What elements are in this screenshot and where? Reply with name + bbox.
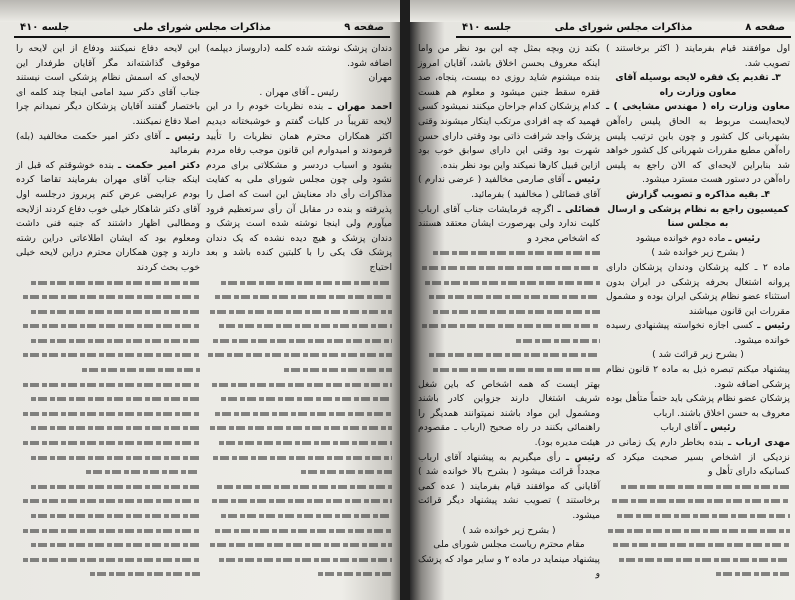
illegible-text-line xyxy=(16,363,200,378)
paragraph-text: ۳ـ تقدیم یک فقره لایحه بوسیله آقای معاون وزارت راه xyxy=(615,72,781,98)
paragraph-text: آقای ارباب xyxy=(660,422,704,434)
text-line-mark xyxy=(516,339,600,343)
speaker-name: دکتر امیر حکمت ـ xyxy=(118,159,200,171)
paragraph-text: بکند زن وبچه بمثل چه این بود نظر من واما اینکه معروف بحسن اخلاق باشد، آقایان امروز بنده میشنوم شاید روزی ده بیست، پنجاه، صد فقره سقط جنین میشود و معلوم هم هست کدام پزشکان کدام جراحان میکنند نمیشود کسی فهمید که چه افرادی مرتکب اینکار میشوند وقتی پزشک واجد شرافت ذاتی بود وقتی دارای حسن شهرت بود وقتی این دارای سوابق خوب بود ازاین قبیل کارها نمیکند واین بود نظر بنده. xyxy=(418,43,600,171)
speaker-name: رئیس ـ xyxy=(567,174,600,186)
page-number: صفحه ۸ xyxy=(745,22,785,33)
text-line-mark xyxy=(219,324,392,328)
illegible-text-line xyxy=(418,261,600,276)
session-number: جلسه ۴۱۰ xyxy=(462,22,512,33)
illegible-text-line xyxy=(206,480,392,495)
illegible-text-line xyxy=(206,538,392,553)
paragraph-text: رئیس ـ آقای مهران . xyxy=(259,86,339,98)
paragraph xyxy=(606,71,790,100)
text-line-mark xyxy=(90,572,200,576)
text-line-mark xyxy=(23,353,200,357)
text-line-mark xyxy=(213,456,392,460)
illegible-text-line xyxy=(16,451,200,466)
paragraph-text: کسی اجازه نخواسته پیشنهادی رسیده خوانده میشود. xyxy=(606,320,790,346)
text-line-mark xyxy=(212,383,392,387)
illegible-text-line xyxy=(16,276,200,291)
paragraph xyxy=(606,421,790,436)
paragraph-text: لایحه‌ایست مربوط به الحاق پلیس راه‌آهن بشهربانی کل کشور و چون باین ترتیب پلیس راه‌آهن مطیع مقررات شهربانی کل کشور خواهد شد بنابراین لایحه‌ای که الان راجع به پلیس راه‌آهن در دستور هست مسترد میشود. xyxy=(606,115,790,186)
text-line-mark xyxy=(82,368,200,372)
session-number: جلسه ۴۱۰ xyxy=(20,22,70,33)
illegible-text-line xyxy=(206,524,392,539)
paragraph xyxy=(606,42,790,71)
scan-shadow xyxy=(410,0,795,22)
illegible-text-line xyxy=(606,480,790,495)
illegible-text-line xyxy=(418,334,600,349)
text-line-mark xyxy=(31,397,200,401)
paragraph-text: بنده نظریات خودم را در این لایحه تقریباً در کلیات گفتم و خوشبختانه دیدیم اکثر همکاران محترم همان نظریات را تأیید فرمودند و امیدوارم این قانون موجب رفاه مردم بشود و اسباب دردسر و مشکلاتی برای مردم نشود ولی چون مجلس شورای ملی به کفایت مذاکرات رأی داد معنایش این است که اصل را پذیرفته و بنده در مقابل آن رأی سرتعظیم فرود میآورم ولی اینجا نوشته شده است پزشک و دندان پزشک و هیچ دیده نشده که یک دندان پزشک فک یکی را با کلبتین کنده باشد و بعد احتیاج xyxy=(206,101,392,273)
right-page xyxy=(410,0,795,600)
illegible-text-line xyxy=(16,567,200,582)
illegible-text-line xyxy=(16,480,200,495)
illegible-text-line xyxy=(206,407,392,422)
illegible-text-line xyxy=(606,553,790,568)
paragraph xyxy=(606,188,790,232)
text-line-mark xyxy=(221,397,392,401)
paragraph-text: مهران xyxy=(368,72,392,84)
illegible-text-line xyxy=(206,494,392,509)
illegible-text-line xyxy=(206,421,392,436)
illegible-text-line xyxy=(206,451,392,466)
paragraph-text: بهتر ایست که همه اشخاص که باین شغل شریف اشتغال دارند جزواین کادر باشند ومشمول این مواد باشند نمیتوانند همدیگر را راهنمائی بکنند در راه صحیح (ارباب ـ مقصودم هیئت مدیره بود). xyxy=(418,378,600,449)
speaker-name: رئیس ـ xyxy=(565,451,600,463)
text-line-mark xyxy=(221,281,392,285)
text-line-mark xyxy=(219,441,392,445)
illegible-text-line xyxy=(16,509,200,524)
illegible-text-line xyxy=(606,509,790,524)
illegible-text-line xyxy=(16,407,200,422)
paragraph xyxy=(606,363,790,392)
text-line-mark xyxy=(31,456,200,460)
paragraph-text: ماده دوم خوانده میشود xyxy=(635,232,729,244)
text-line-mark xyxy=(23,383,200,387)
left-page-right-column xyxy=(206,42,392,596)
running-title: مذاکرات مجلس شورای ملی xyxy=(133,22,271,33)
illegible-text-line xyxy=(16,319,200,334)
illegible-text-line xyxy=(418,305,600,320)
page-number: صفحه ۹ xyxy=(344,22,384,33)
paragraph xyxy=(418,524,600,539)
speaker-name: رئیس ـ xyxy=(728,232,761,244)
running-title: مذاکرات مجلس شورای ملی xyxy=(554,22,693,33)
text-line-mark xyxy=(23,558,200,562)
paragraph xyxy=(606,100,790,188)
illegible-text-line xyxy=(16,465,200,480)
right-page-header xyxy=(456,22,791,38)
paragraph xyxy=(16,130,200,159)
paragraph-text: ( بشرح زیر خوانده شد ) xyxy=(462,524,556,536)
text-line-mark xyxy=(617,514,790,518)
illegible-text-line xyxy=(206,305,392,320)
paragraph-text: آقای دکتر امیر حکمت مخالفید (بله) بفرمائید xyxy=(16,130,200,157)
illegible-text-line xyxy=(206,334,392,349)
text-line-mark xyxy=(210,310,392,314)
paragraph xyxy=(418,203,600,247)
paragraph-text: پیشنهاد میکنم تبصره ذیل به ماده ۲ قانون نظام پزشکی اضافه شود. xyxy=(606,364,790,390)
paragraph-text: بنده خوشوقتم که قبل از اینکه جناب آقای مهران بفرمایند تقاضا کرده بودم عرایضی عرض کنم پریروز درجلسه اول آقای دکتر شاهکار خیلی خوب دفاع کردند ازلایحه ومطالبی اظهار داشتند که جنبه فنی داشت ومعلوم بود که ایشان اطلاعاتی دراین رشته دارند و چون همکاران محترم دراین لایحه خیلی خوب بحث کردند xyxy=(16,159,200,273)
paragraph-text: رأی میگیریم به پیشنهاد آقای ارباب مجدداً قرائت میشود ( بشرح بالا خوانده شد ) آقایانی که موافقند قیام بفرمایند ( عده کمی برخاستند ) تصویب نشد پیشنهاد دیگر قرائت میشود. xyxy=(418,451,600,521)
illegible-text-line xyxy=(206,276,392,291)
paragraph-text: ( بشرح زیر خوانده شد ) xyxy=(651,247,745,259)
paragraph-text: اگرچه فرمایشات جناب آقای ارباب کلیت ندارد ولی بهرصورت ایشان معتقد هستند که اشخاص مجرد و xyxy=(418,203,600,244)
text-line-mark xyxy=(621,485,790,489)
speaker-name: مهدی ارباب ـ xyxy=(727,437,791,449)
scan-shadow xyxy=(0,0,402,22)
illegible-text-line xyxy=(16,378,200,393)
paragraph-text: این لایحه دفاع نمیکنند ودفاع از این لایحه را موقوف گذاشته‌اند مگر آقایان طرفدار این لایحه‌ای که اسمش نظام پزشکی است نیستند جناب آقای دکتر سید امامی اینجا چند کلمه ای باختصار گفتند آقایان پزشکان دیگر نمیدانم چرا اصلا دفاع نمیکنند. xyxy=(16,43,200,127)
illegible-text-line xyxy=(418,348,600,363)
text-line-mark xyxy=(23,441,200,445)
text-line-mark xyxy=(31,514,200,518)
text-line-mark xyxy=(210,426,392,430)
paragraph xyxy=(206,71,392,86)
text-line-mark xyxy=(433,251,600,255)
paragraph-text: ماده ۲ ـ کلیه پزشکان ودندان پزشکان دارای پروانه اشتغال بحرفه پزشکی در ایران بدون استثناء عضو نظام پزشکی ایران بوده و مشمول مقررات این قانون میباشند xyxy=(606,261,790,317)
text-line-mark xyxy=(284,368,392,372)
text-line-mark xyxy=(31,310,200,314)
paragraph xyxy=(606,392,790,421)
text-line-mark xyxy=(23,529,200,533)
text-line-mark xyxy=(31,485,200,489)
paragraph xyxy=(418,173,600,202)
paragraph xyxy=(16,42,200,130)
text-line-mark xyxy=(301,470,392,474)
text-line-mark xyxy=(212,499,392,503)
paragraph xyxy=(418,451,600,524)
illegible-text-line xyxy=(418,246,600,261)
paragraph xyxy=(418,538,600,553)
right-page-left-column xyxy=(418,42,600,596)
paragraph xyxy=(418,378,600,451)
illegible-text-line xyxy=(16,421,200,436)
paragraph xyxy=(606,232,790,247)
right-page-right-column xyxy=(606,42,790,596)
illegible-text-line xyxy=(206,363,392,378)
text-line-mark xyxy=(608,529,790,533)
paragraph-text: پیشنهاد مینماید در ماده ۲ و سایر مواد که پزشک و xyxy=(418,553,600,580)
paragraph-text: دندان پزشک نوشته شده کلمه (داروساز دیپلمه) اضافه شود. xyxy=(206,43,392,69)
paragraph xyxy=(206,42,392,71)
speaker-name: احمد مهران ـ xyxy=(328,101,393,113)
paragraph xyxy=(606,319,790,348)
paragraph xyxy=(606,436,790,480)
text-line-mark xyxy=(31,543,200,547)
paragraph-text: پزشکان عضو نظام پزشکی باید حتماً متأهل بوده معروف به حسن اخلاق باشند. ارباب xyxy=(606,393,790,419)
illegible-text-line xyxy=(16,553,200,568)
paragraph xyxy=(418,42,600,173)
illegible-text-line xyxy=(206,290,392,305)
illegible-text-line xyxy=(16,290,200,305)
text-line-mark xyxy=(425,281,600,285)
paragraph xyxy=(16,159,200,276)
text-line-mark xyxy=(31,281,200,285)
text-line-mark xyxy=(422,266,600,270)
paragraph xyxy=(606,246,790,261)
text-line-mark xyxy=(221,514,392,518)
illegible-text-line xyxy=(206,378,392,393)
text-line-mark xyxy=(433,310,600,314)
text-line-mark xyxy=(318,572,392,576)
illegible-text-line xyxy=(606,538,790,553)
speaker-name: رئیس ـ xyxy=(757,320,790,332)
paragraph-text: اول موافقند قیام بفرمایند ( اکثر برخاستند ) تصویب شد. xyxy=(606,43,790,69)
illegible-text-line xyxy=(206,319,392,334)
speaker-name: معاون وزارت راه ( مهندس مشایخی ) ـ xyxy=(606,101,790,113)
paragraph-text: ۴ـ بقیه مذاکره و تصویب گزارش کمیسیون راجع به نظام پزشکی و ارسال به مجلس سنا xyxy=(607,188,789,230)
illegible-text-line xyxy=(418,290,600,305)
speaker-name: فضائلی ـ xyxy=(557,203,600,215)
text-line-mark xyxy=(219,558,392,562)
paragraph xyxy=(206,100,392,275)
paragraph-text: مقام محترم ریاست مجلس شورای ملی xyxy=(433,539,585,551)
illegible-text-line xyxy=(606,567,790,582)
text-line-mark xyxy=(716,572,790,576)
illegible-text-line xyxy=(418,319,600,334)
paragraph-text: آقای صارمی مخالفید ( عرضی ندارم ) آقای فضائلی ( مخالفید ) بفرمائید. xyxy=(418,174,600,200)
text-line-mark xyxy=(23,412,200,416)
text-line-mark xyxy=(86,470,200,474)
text-line-mark xyxy=(433,368,600,372)
text-line-mark xyxy=(215,529,392,533)
speaker-name: رئیس ـ xyxy=(166,130,200,142)
illegible-text-line xyxy=(16,348,200,363)
illegible-text-line xyxy=(606,524,790,539)
illegible-text-line xyxy=(206,509,392,524)
illegible-text-line xyxy=(16,392,200,407)
illegible-text-line xyxy=(16,305,200,320)
illegible-text-line xyxy=(206,465,392,480)
text-line-mark xyxy=(23,295,200,299)
text-line-mark xyxy=(213,339,392,343)
illegible-text-line xyxy=(16,436,200,451)
illegible-text-line xyxy=(206,553,392,568)
left-page-left-column xyxy=(16,42,200,596)
illegible-text-line xyxy=(206,436,392,451)
text-line-mark xyxy=(612,499,790,503)
speaker-name: رئیس ـ xyxy=(703,422,736,434)
text-line-mark xyxy=(429,295,600,299)
text-line-mark xyxy=(215,295,392,299)
text-line-mark xyxy=(619,558,790,562)
text-line-mark xyxy=(210,543,392,547)
paragraph-text: ( بشرح زیر قرائت شد ) xyxy=(652,349,744,361)
text-line-mark xyxy=(422,324,600,328)
illegible-text-line xyxy=(16,334,200,349)
text-line-mark xyxy=(23,324,200,328)
illegible-text-line xyxy=(206,392,392,407)
left-page-header xyxy=(14,22,390,38)
text-line-mark xyxy=(217,485,392,489)
illegible-text-line xyxy=(206,348,392,363)
text-line-mark xyxy=(429,353,600,357)
paragraph xyxy=(206,86,392,101)
text-line-mark xyxy=(215,412,392,416)
paragraph xyxy=(418,553,600,582)
text-line-mark xyxy=(208,353,392,357)
illegible-text-line xyxy=(606,494,790,509)
illegible-text-line xyxy=(418,276,600,291)
illegible-text-line xyxy=(206,567,392,582)
text-line-mark xyxy=(23,499,200,503)
paragraph xyxy=(606,261,790,319)
text-line-mark xyxy=(31,426,200,430)
text-line-mark xyxy=(613,543,790,547)
illegible-text-line xyxy=(16,538,200,553)
illegible-text-line xyxy=(418,363,600,378)
paragraph xyxy=(606,348,790,363)
illegible-text-line xyxy=(16,524,200,539)
text-line-mark xyxy=(31,339,200,343)
illegible-text-line xyxy=(16,494,200,509)
paragraph-text: بنده بخاطر دارم یک زمانی در نزدیکی از اشخاص بسیر صحبت میکرد که کسانیکه دارای تأهل و xyxy=(606,437,790,478)
